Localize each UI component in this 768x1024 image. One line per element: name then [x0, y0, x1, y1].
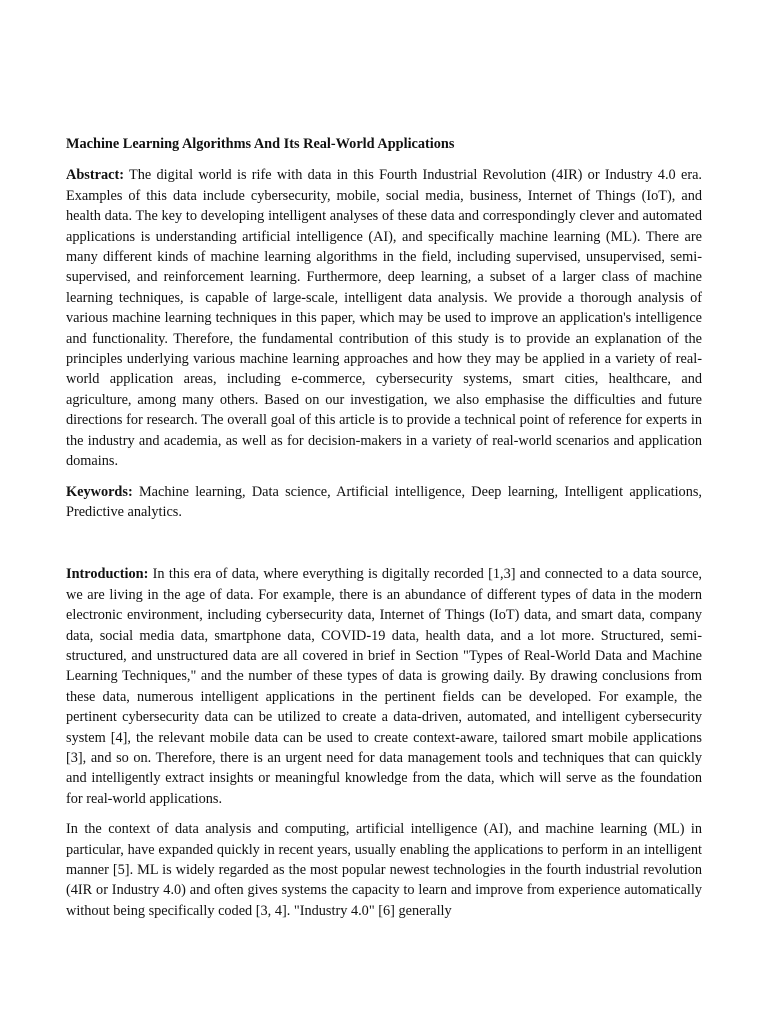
section-spacer — [66, 532, 702, 564]
document-page — [66, 134, 702, 931]
abstract-paragraph — [66, 165, 702, 471]
document-title: Machine Learning Algorithms And Its Real-World Applications — [66, 136, 455, 152]
introduction-paragraph — [66, 564, 702, 809]
introduction-text: In this era of data, where everything is digitally recorded [1,3] and connected to a data source, we are living in the age of data. For example, there is an abundance of different types of data in the modern electronic environment, including cybersecurity data, Internet of Things (IoT) data, and smart data, company data, social media data, smartphone data, COVID-19 data, health data, and a lot more. Structured, semi-structured, and unstructured data are all covered in brief in Section "Types of Real-World Data and Machine Learning Techniques," and the number of these types of data is growing daily. By drawing conclusions from these data, numerous intelligent applications in the pertinent fields can be developed. For example, the pertinent cybersecurity data can be utilized to create a data-driven, automated, and intelligent cybersecurity system [4], the relevant mobile data can be used to create context-aware, tailored smart mobile applications [3], and so on. Therefore, there is an urgent need for data management tools and techniques that can quickly and intelligently extract insights or meaningful knowledge from the data, which will serve as the foundation for real-world applications. — [66, 566, 702, 807]
introduction-label: Introduction: — [66, 566, 149, 583]
keywords-paragraph — [66, 482, 702, 523]
body-paragraph-2: In the context of data analysis and computing, artificial intelligence (AI), and machine learning (ML) in particular, have expanded quickly in recent years, usually enabling the applications to perform in an intelligent manner [5]. ML is widely regarded as the most popular newest technologies in the fourth industrial revolution (4IR or Industry 4.0) and often gives systems the capacity to learn and improve from experience automatically without being specifically coded [3, 4]. "Industry 4.0" [6] generally — [66, 821, 702, 919]
keywords-label: Keywords: — [66, 483, 133, 500]
abstract-text: The digital world is rife with data in this Fourth Industrial Revolution (4IR) or Industry 4.0 era. Examples of this data include cybersecurity, mobile, social media, business, Internet of Things (IoT), and health data. The key to developing intelligent analyses of these data and correspondingly clever and automated applications is understanding artificial intelligence (AI), and specifically machine learning (ML). There are many different kinds of machine learning algorithms in the field, including supervised, unsupervised, semi-supervised, and reinforcement learning. Furthermore, deep learning, a subset of a larger class of machine learning techniques, is capable of large-scale, intelligent data analysis. We provide a thorough analysis of various machine learning techniques in this paper, which may be used to improve an application's intelligence and functionality. Therefore, the fundamental contribution of this study is to provide an explanation of the principles underlying various machine learning approaches and how they may be applied in a variety of real-world application areas, including e-commerce, cybersecurity systems, smart cities, healthcare, and agriculture, among many others. Based on our investigation, we also emphasise the difficulties and future directions for research. The overall goal of this article is to provide a technical point of reference for experts in the industry and academia, as well as for decision-makers in a variety of real-world scenarios and application domains. — [66, 167, 702, 470]
abstract-label: Abstract: — [66, 167, 124, 184]
keywords-text: Machine learning, Data science, Artificial intelligence, Deep learning, Intelligent applications, Predictive analytics. — [66, 483, 702, 520]
